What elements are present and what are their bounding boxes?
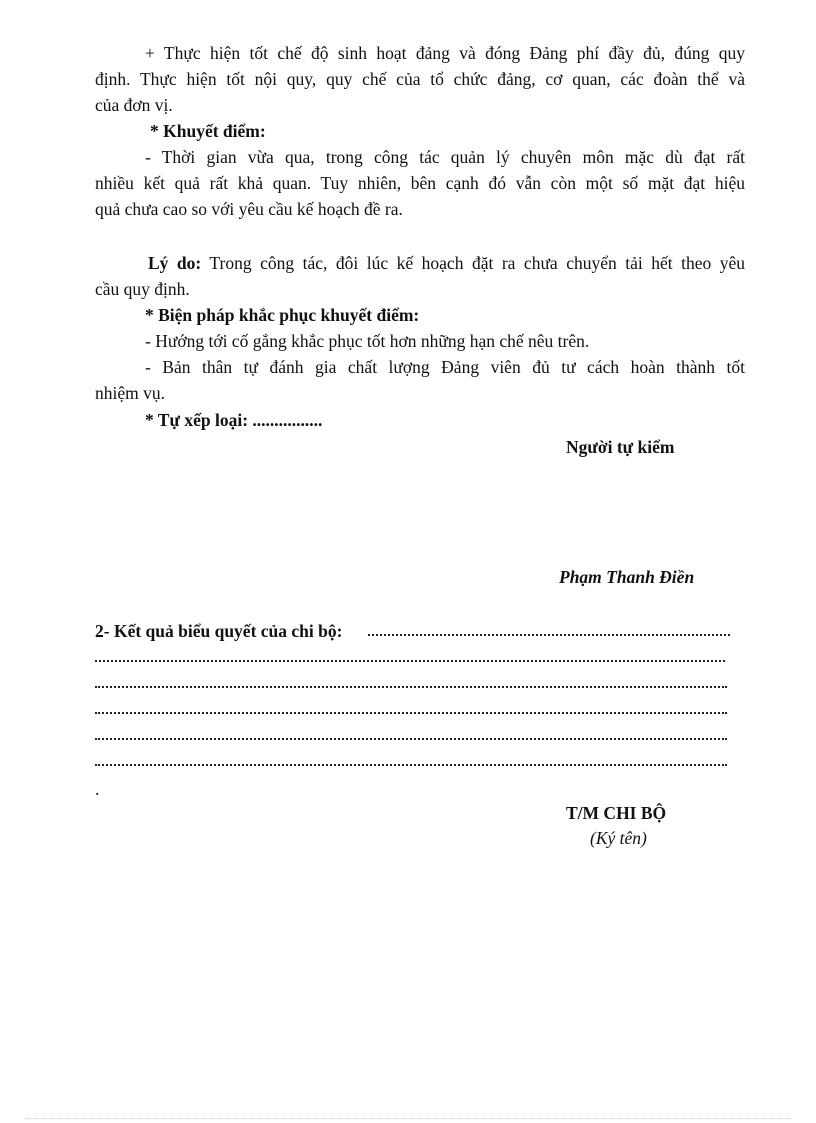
paragraph-line: định. Thực hiện tốt nội quy, quy chế của tổ chức đảng, cơ quan, các đoàn thể và [95, 69, 745, 89]
reason-line [95, 252, 745, 274]
vote-result-label: 2- Kết quả biểu quyết của chi bộ: [95, 621, 343, 641]
signer-label: Người tự kiểm [566, 437, 675, 457]
signer-name: Phạm Thanh Điền [559, 567, 695, 587]
paragraph-line: nhiều kết quả rất khả quan. Tuy nhiên, bên cạnh đó vẫn còn một số mặt đạt hiệu [95, 173, 745, 193]
trailing-dot: . [95, 779, 100, 799]
paragraph-line: nhiệm vụ. [95, 383, 165, 403]
sign-note: (Ký tên) [590, 828, 647, 848]
self-rank [145, 409, 445, 431]
weakness-heading: * Khuyết điểm: [150, 121, 266, 141]
reason-text: Trong công tác, đôi lúc kế hoạch đặt ra chưa chuyển tải hết theo yêu [201, 253, 745, 273]
vote-dotted-line [95, 762, 727, 766]
remedy-heading [145, 304, 545, 326]
paragraph-line: của đơn vị. [95, 95, 173, 115]
vote-dotted-line [95, 658, 725, 662]
paragraph-line: - Thời gian vừa qua, trong công tác quản lý chuyên môn mặc dù đạt rất [145, 147, 745, 167]
paragraph-line: cầu quy định. [95, 279, 190, 299]
vote-dotted-line [95, 684, 727, 688]
page-bottom-rule [25, 1118, 791, 1119]
paragraph-line: quả chưa cao so với yêu cầu kế hoạch đề ra. [95, 199, 403, 219]
paragraph-line: + Thực hiện tốt chế độ sinh hoạt đảng và đóng Đảng phí đầy đủ, đúng quy [145, 43, 745, 63]
chapter-title: T/M CHI BỘ [566, 803, 667, 823]
self-rank-value: ................ [248, 410, 323, 430]
vote-dotted-line [95, 710, 727, 714]
vote-dotted-line [368, 632, 730, 636]
remedy-item: - Bản thân tự đánh gia chất lượng Đảng viên đủ tư cách hoàn thành tốt [145, 357, 745, 377]
remedy-item: - Hướng tới cố gắng khắc phục tốt hơn những hạn chế nêu trên. [145, 331, 590, 351]
self-rank-label: * Tự xếp loại: [145, 410, 249, 430]
reason-label: Lý do: [148, 253, 202, 273]
vote-dotted-line [95, 736, 727, 740]
remedy-heading-text: * Biện pháp khắc phục khuyết điểm: [145, 305, 420, 325]
